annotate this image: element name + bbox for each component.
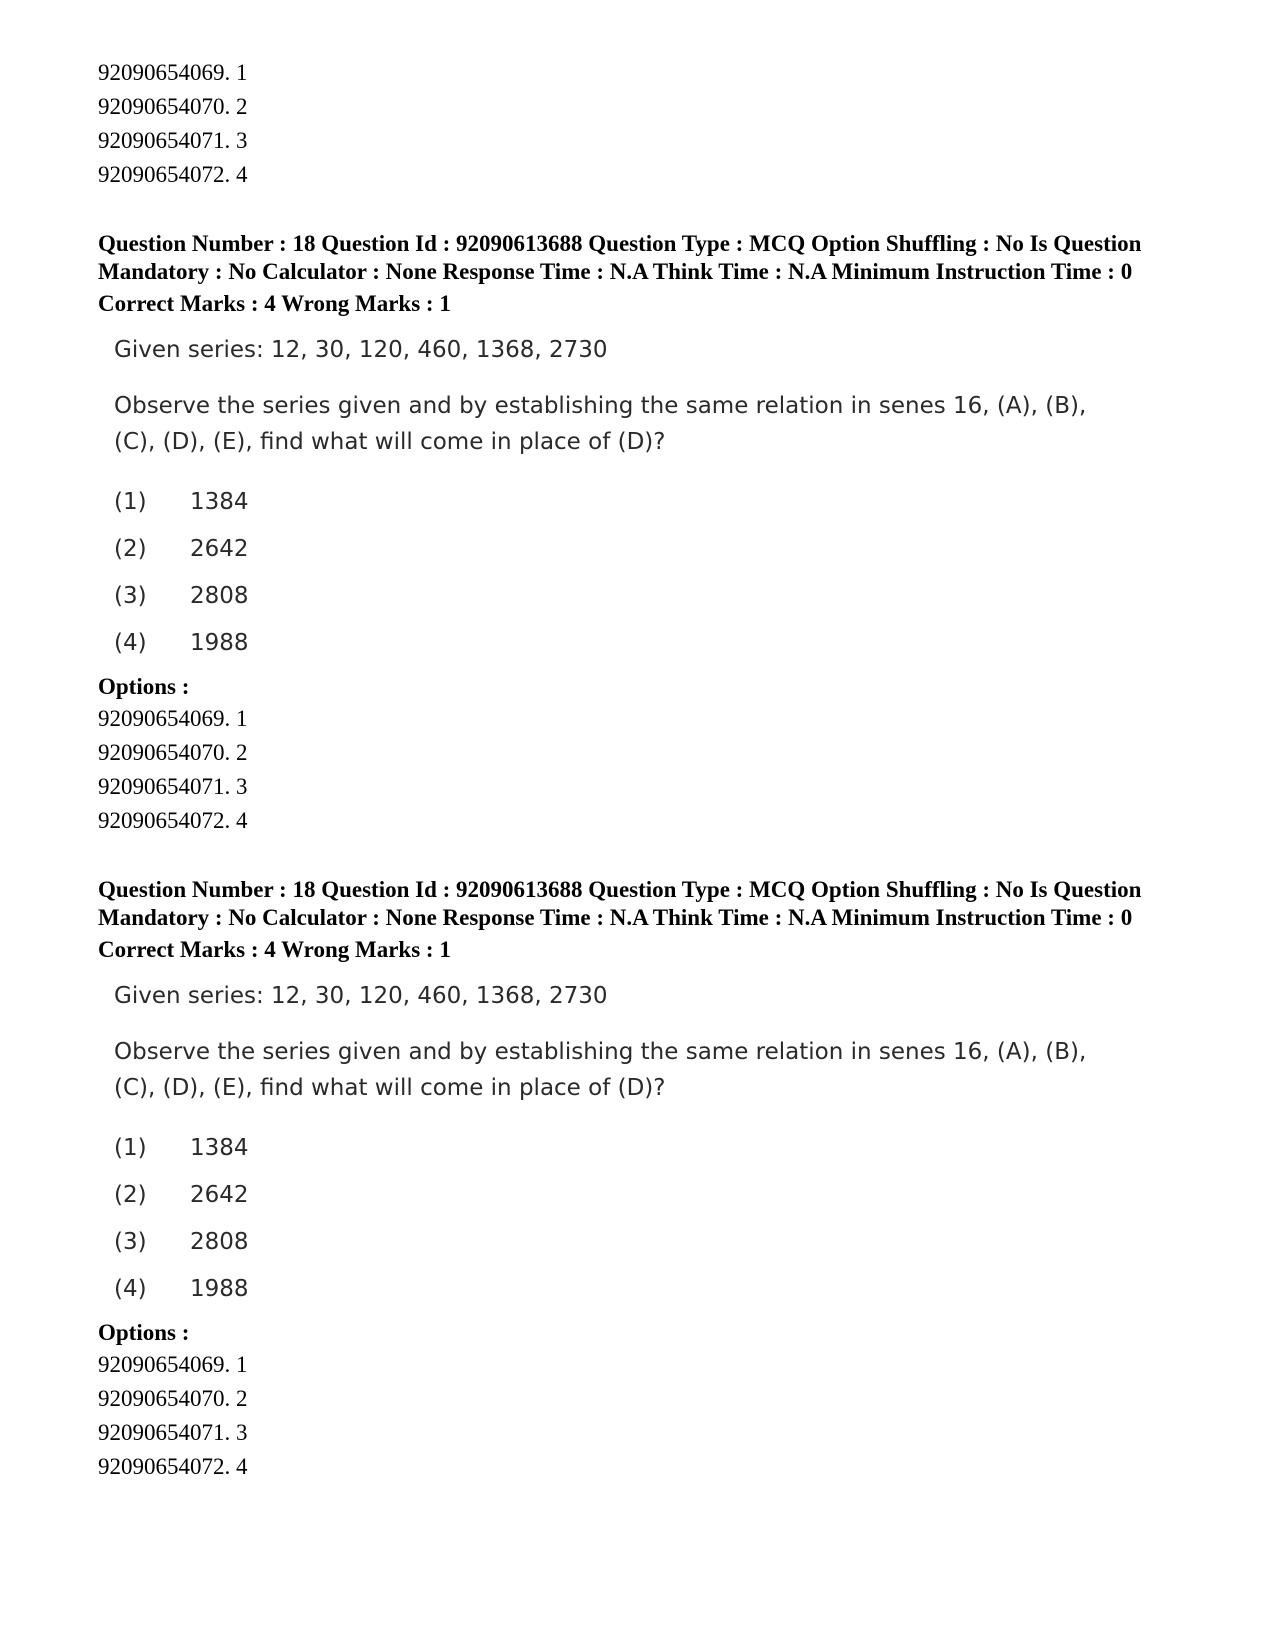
answer-choice (114, 1171, 1188, 1218)
choice-number: (3) (114, 1228, 147, 1255)
choice-number: (4) (114, 629, 147, 656)
option-line: 92090654072. 4 (98, 1454, 248, 1479)
question-marks: Correct Marks : 4 Wrong Marks : 1 (98, 291, 451, 316)
choice-value: 1384 (190, 1134, 249, 1161)
option-line: 92090654069. 1 (98, 1352, 248, 1377)
question-block (98, 230, 1188, 838)
choice-number: (1) (114, 488, 147, 515)
question-series: Given series: 12, 30, 120, 460, 1368, 2730 (114, 983, 608, 1009)
choice-number: (3) (114, 582, 147, 609)
question-block (98, 876, 1188, 1484)
question-stem: Observe the series given and by establishing the same relation in senes 16, (A), (B), (C), (D), (E), find what will come in place of (D)? (114, 1039, 1087, 1101)
answer-choice (114, 525, 1188, 572)
option-line: 92090654071. 3 (98, 774, 248, 799)
top-options-list (98, 56, 1188, 192)
choice-number: (4) (114, 1275, 147, 1302)
options-list (98, 1348, 1188, 1484)
question-stem: Observe the series given and by establishing the same relation in senes 16, (A), (B), (C), (D), (E), find what will come in place of (D)? (114, 393, 1087, 455)
question-marks: Correct Marks : 4 Wrong Marks : 1 (98, 937, 451, 962)
choice-value: 2642 (190, 535, 249, 562)
question-image (98, 980, 1188, 1312)
option-line: 92090654072. 4 (98, 162, 248, 187)
answer-choice (114, 1265, 1188, 1312)
options-label: Options : (98, 1320, 190, 1345)
option-line: 92090654071. 3 (98, 1420, 248, 1445)
question-series: Given series: 12, 30, 120, 460, 1368, 2730 (114, 337, 608, 363)
options-label: Options : (98, 674, 190, 699)
document-page (98, 56, 1188, 1484)
options-list (98, 702, 1188, 838)
question-image (98, 334, 1188, 666)
choice-value: 1988 (190, 629, 249, 656)
answer-choice (114, 1218, 1188, 1265)
option-line: 92090654070. 2 (98, 1386, 248, 1411)
choice-value: 2808 (190, 582, 249, 609)
answer-choice (114, 478, 1188, 525)
choice-value: 2642 (190, 1181, 249, 1208)
question-header: Question Number : 18 Question Id : 92090613688 Question Type : MCQ Option Shuffling : No Is Question Mandatory : No Calculator : None Response Time : N.A Think Time : N.A Minimum Instruction Time : 0 (98, 877, 1142, 930)
choice-number: (2) (114, 535, 147, 562)
choice-number: (1) (114, 1134, 147, 1161)
option-line: 92090654072. 4 (98, 808, 248, 833)
answer-choice (114, 572, 1188, 619)
choice-value: 2808 (190, 1228, 249, 1255)
option-line: 92090654070. 2 (98, 740, 248, 765)
choice-number: (2) (114, 1181, 147, 1208)
choice-value: 1988 (190, 1275, 249, 1302)
option-line: 92090654070. 2 (98, 94, 248, 119)
answer-choice (114, 619, 1188, 666)
answer-choice (114, 1124, 1188, 1171)
option-line: 92090654069. 1 (98, 60, 248, 85)
option-line: 92090654071. 3 (98, 128, 248, 153)
choice-value: 1384 (190, 488, 249, 515)
option-line: 92090654069. 1 (98, 706, 248, 731)
question-header: Question Number : 18 Question Id : 92090613688 Question Type : MCQ Option Shuffling : No Is Question Mandatory : No Calculator : None Response Time : N.A Think Time : N.A Minimum Instruction Time : 0 (98, 231, 1142, 284)
